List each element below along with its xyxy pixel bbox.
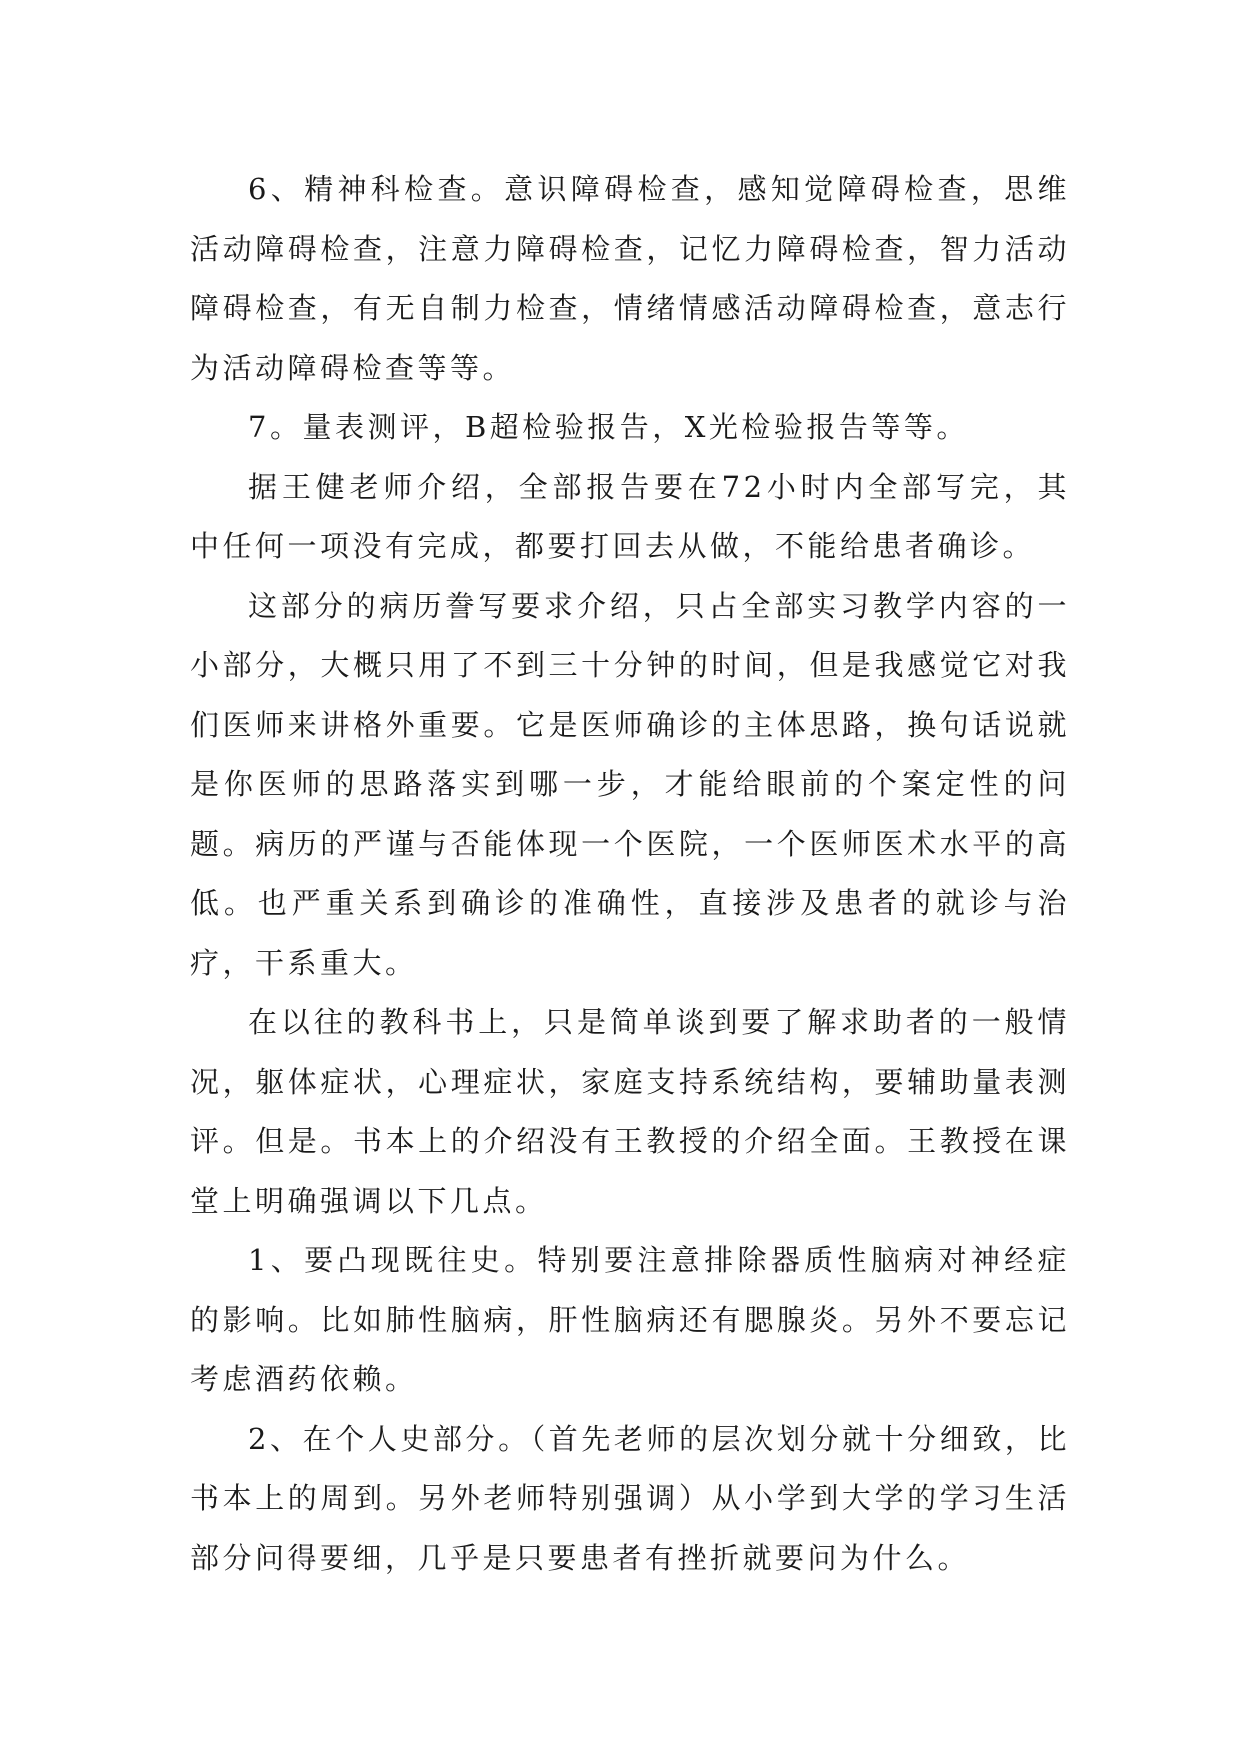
paragraph-medical-record-importance: 这部分的病历誊写要求介绍，只占全部实习教学内容的一小部分，大概只用了不到三十分钟的时间，但是我感觉它对我们医师来讲格外重要。它是医师确诊的主体思路，换句话说就是你医师的思路落实到哪一步，才能给眼前的个案定性的问题。病历的严谨与否能体现一个医院，一个医师医术水平的高低。也严重关系到确诊的准确性，直接涉及患者的就诊与治疗，干系重大。 bbox=[190, 588, 1070, 980]
paragraph-past-history: 1、要凸现既往史。特别要注意排除器质性脑病对神经症的影响。比如肺性脑病，肝性脑病还有腮腺炎。另外不要忘记考虑酒药依赖。 bbox=[190, 1243, 1070, 1396]
document-body bbox=[190, 160, 1070, 1588]
paragraph-scale-assessment: 7。量表测评，B超检验报告，X光检验报告等等。 bbox=[248, 410, 969, 444]
paragraph-psychiatric-exam: 6、精神科检查。意识障碍检查，感知觉障碍检查，思维活动障碍检查，注意力障碍检查，记忆力障碍检查，智力活动障碍检查，有无自制力检查，情绪情感活动障碍检查，意志行为活动障碍检查等等。 bbox=[190, 172, 1070, 385]
paragraph-report-deadline: 据王健老师介绍，全部报告要在72小时内全部写完，其中任何一项没有完成，都要打回去从做，不能给患者确诊。 bbox=[190, 469, 1070, 563]
paragraph-textbook-comparison: 在以往的教科书上，只是简单谈到要了解求助者的一般情况，躯体症状，心理症状，家庭支持系统结构，要辅助量表测评。但是。书本上的介绍没有王教授的介绍全面。王教授在课堂上明确强调以下几点。 bbox=[190, 1005, 1070, 1218]
paragraph-personal-history: 2、在个人史部分。（首先老师的层次划分就十分细致，比书本上的周到。另外老师特别强调）从小学到大学的学习生活部分问得要细，几乎是只要患者有挫折就要问为什么。 bbox=[190, 1421, 1070, 1575]
